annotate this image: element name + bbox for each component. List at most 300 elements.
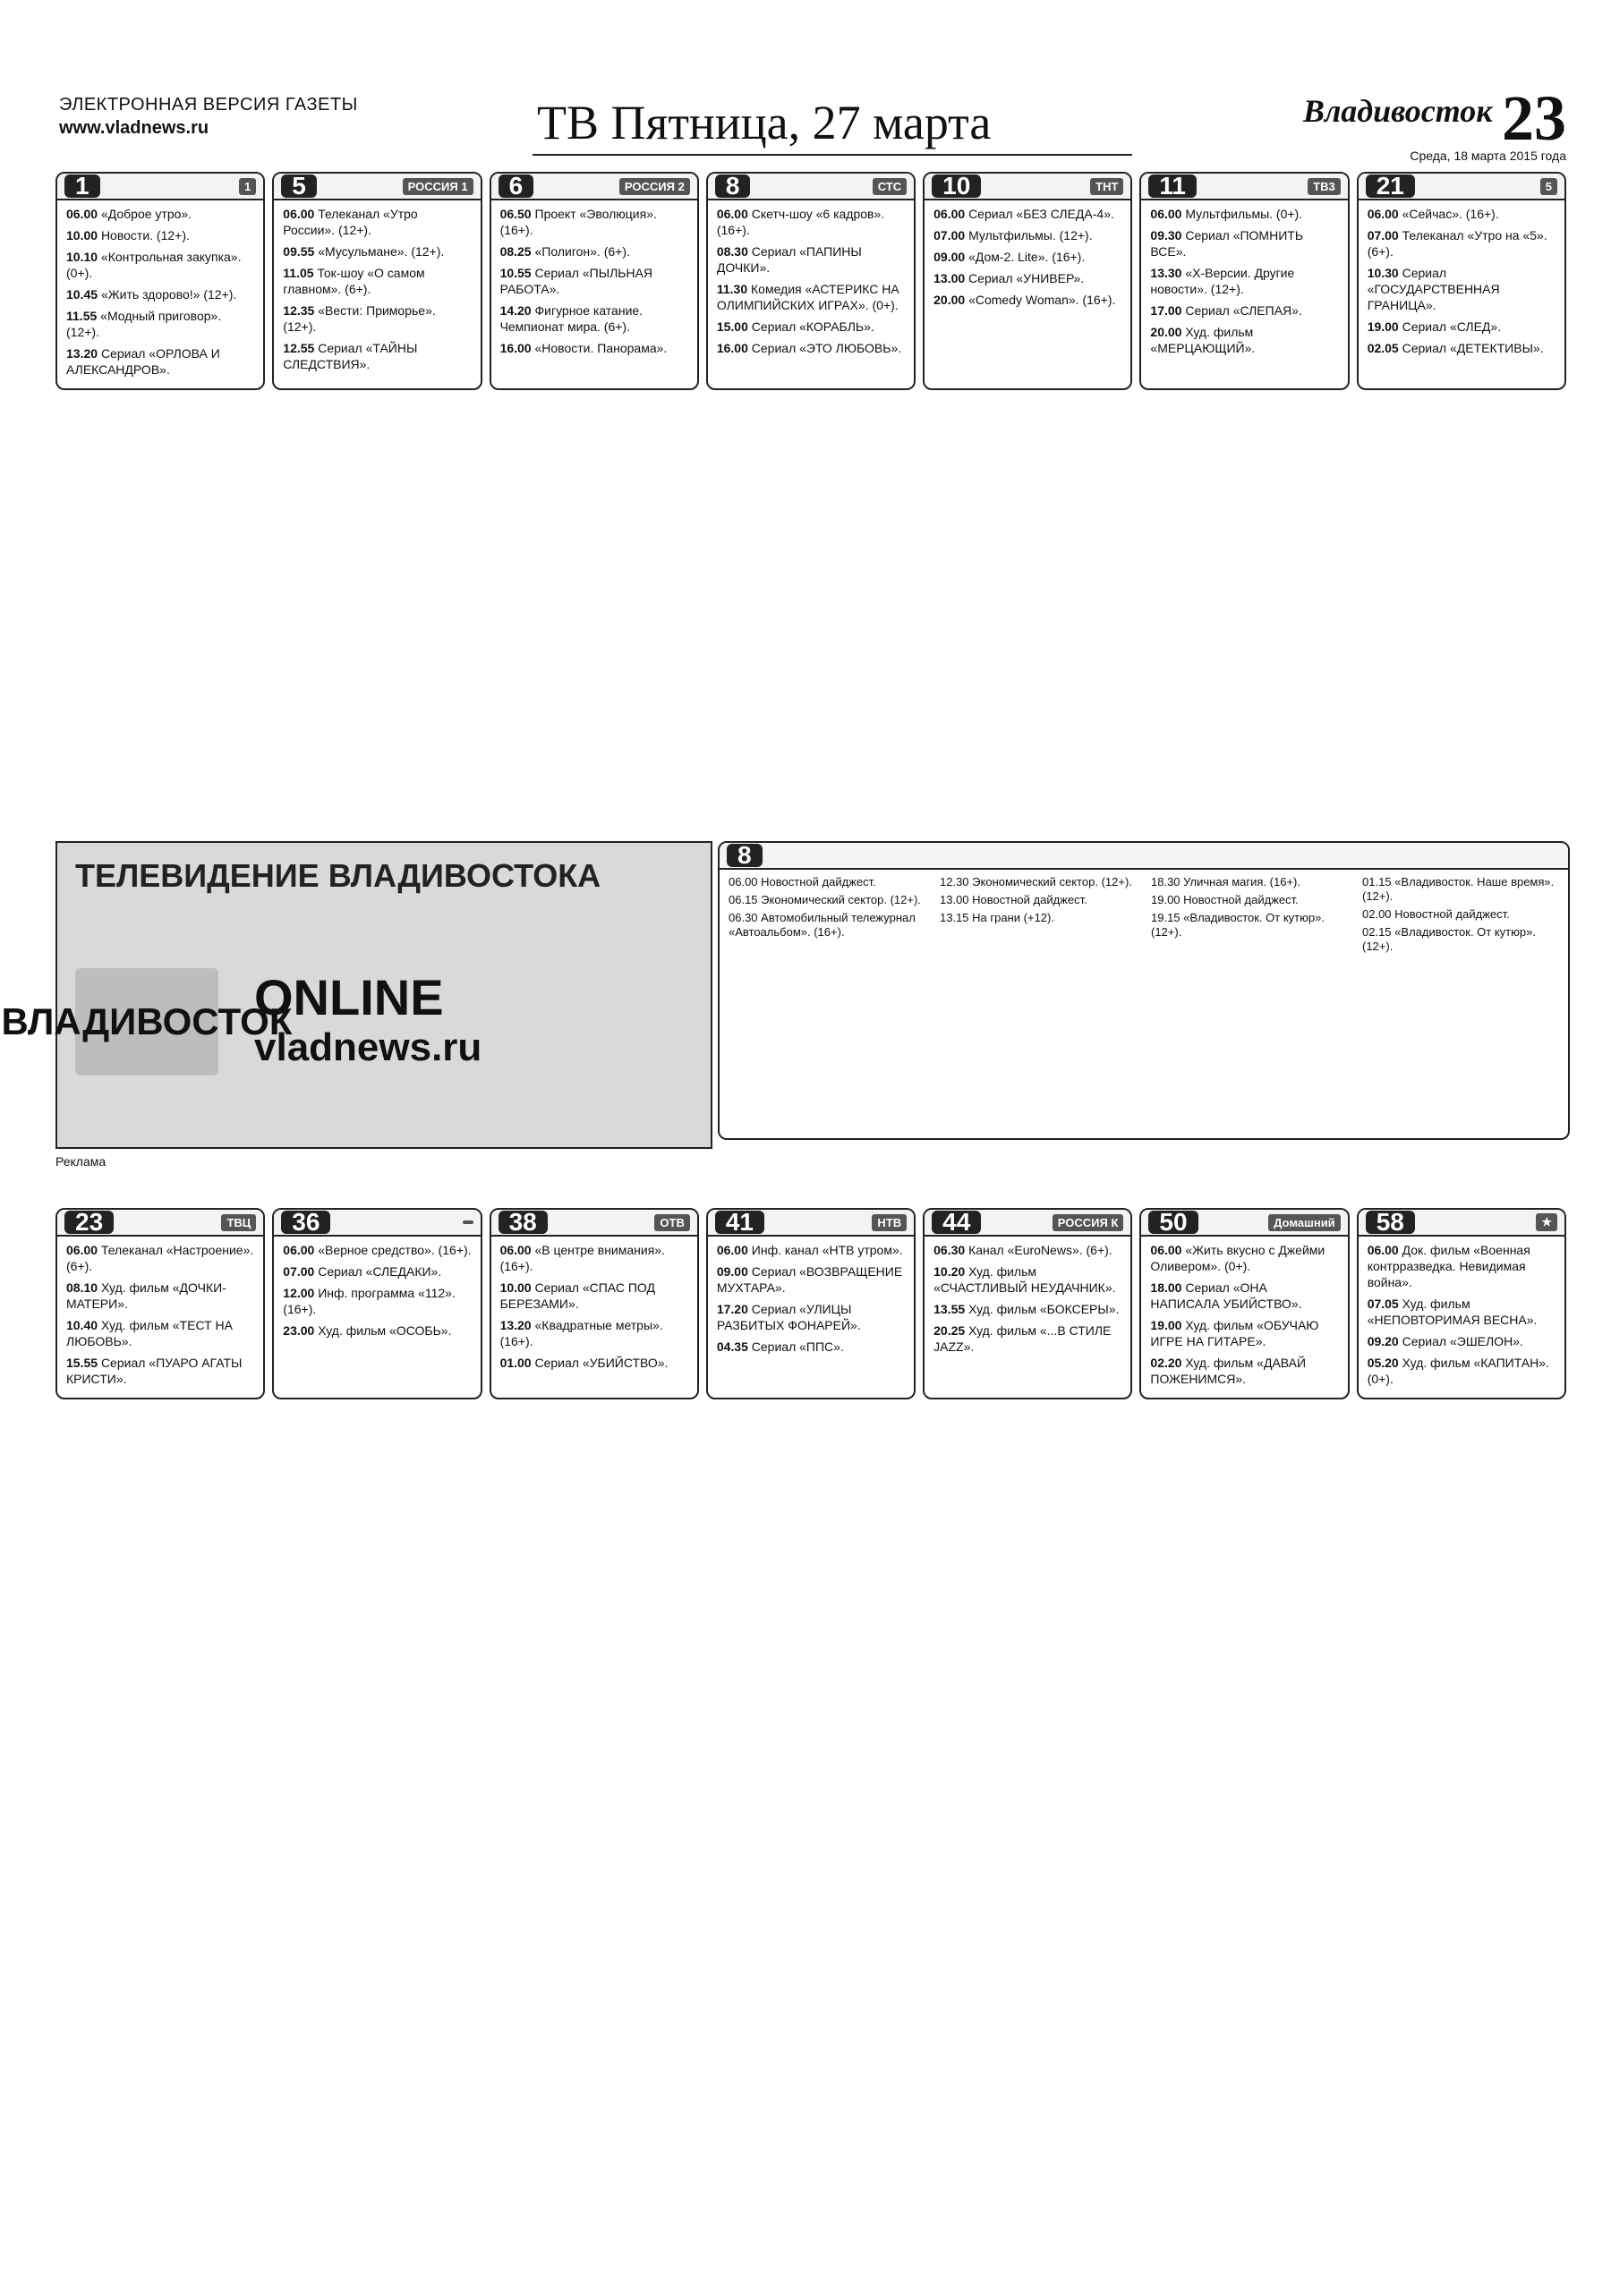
channel-column [1357, 1208, 1566, 1399]
program-title: «Владивосток. От кутюр». (12+). [1151, 911, 1325, 939]
program-title: Худ. фильм «ОСОБЬ». [318, 1323, 452, 1338]
program-time: 06.00 [716, 1243, 748, 1257]
program-list [491, 200, 697, 367]
program-title: Новостной дайджест. [1183, 893, 1299, 906]
vladivostok-col [1362, 875, 1559, 957]
electronic-version-label: ЭЛЕКТРОННАЯ ВЕРСИЯ ГАЗЕТЫ [59, 95, 358, 115]
page-title: ТВ Пятница, 27 марта [537, 96, 992, 149]
program-title: Экономический сектор. (12+). [972, 875, 1132, 889]
program-item [1150, 227, 1338, 259]
program-item [1368, 319, 1556, 335]
program-item [1150, 1317, 1338, 1349]
vladivostok-brand: ВЛАДИВОСТОК [1, 1000, 293, 1042]
channel-column [272, 1208, 482, 1399]
channel-column [923, 1208, 1132, 1399]
channel-column [1139, 172, 1349, 390]
program-item [933, 270, 1121, 286]
newspaper-brand: Владивосток [1302, 93, 1493, 130]
program-time: 09.00 [933, 250, 966, 264]
program-list [708, 1237, 914, 1365]
program-item [66, 1280, 254, 1312]
vladivostok-logo [1, 968, 293, 1076]
channel-number: 41 [715, 1211, 764, 1234]
program-title: Сериал «ДЕТЕКТИВЫ». [1402, 341, 1544, 355]
program-title: Сериал «ППС». [751, 1339, 844, 1354]
program-title: Худ. фильм «ДОЧКИ-МАТЕРИ». [66, 1280, 226, 1311]
channel-logo: СТС [873, 178, 907, 195]
program-title: Канал «EuroNews». (6+). [968, 1243, 1112, 1257]
program-time: 09.20 [1367, 1334, 1399, 1348]
program-time: 16.00 [716, 341, 748, 355]
program-title: Сериал «ПЫЛЬНАЯ РАБОТА». [499, 266, 653, 296]
banner-title: ТЕЛЕВИДЕНИЕ ВЛАДИВОСТОКА [75, 857, 601, 894]
program-time: 06.00 [283, 1243, 315, 1257]
channel-header [274, 1210, 480, 1237]
program-time: 10.40 [66, 1318, 98, 1332]
program-item [283, 206, 471, 238]
program-title: Скетч-шоу «6 кадров». (16+). [716, 207, 885, 237]
channel-logo: РОССИЯ К [1053, 1214, 1124, 1231]
program-title: Сериал «ПОМНИТЬ ВСЕ». [1150, 228, 1304, 259]
program-item [66, 1317, 254, 1349]
program-item [283, 340, 471, 372]
program-item [500, 1317, 688, 1349]
channel-header [925, 174, 1130, 200]
channel-column [55, 1208, 265, 1399]
program-item [283, 1242, 471, 1258]
program-time: 02.05 [1367, 341, 1399, 355]
vladivostok-program-box [718, 841, 1570, 1140]
program-time: 08.30 [716, 244, 748, 259]
program-item [1368, 1333, 1556, 1349]
channel-column [490, 1208, 699, 1399]
channel-number: 5 [281, 174, 317, 198]
program-title: Сериал «ЭШЕЛОН». [1402, 1334, 1523, 1348]
program-item [933, 227, 1121, 243]
program-item [500, 1280, 688, 1312]
banner-url[interactable]: vladnews.ru [254, 1025, 482, 1069]
program-title: Проект «Эволюция». (16+). [499, 207, 657, 237]
program-list [1141, 200, 1347, 367]
program-item [500, 1355, 688, 1371]
program-time: 06.50 [499, 207, 532, 221]
program-title: «Владивосток. Наше время». (12+). [1362, 875, 1555, 903]
program-time: 01.15 [1362, 875, 1392, 889]
program-time: 09.55 [283, 244, 315, 259]
program-time: 06.00 [283, 207, 315, 221]
website-link[interactable]: www.vladnews.ru [59, 118, 209, 138]
channel-logo: НТВ [872, 1214, 907, 1231]
program-list [57, 200, 263, 388]
program-time: 18.00 [1150, 1280, 1182, 1295]
program-item [729, 875, 925, 889]
program-item [933, 1301, 1121, 1317]
channel-logo: 1 [239, 178, 256, 195]
program-time: 08.25 [499, 244, 532, 259]
program-item [1368, 265, 1556, 313]
channel-logo [463, 1220, 473, 1224]
program-time: 07.00 [283, 1264, 315, 1279]
program-item [500, 1242, 688, 1274]
program-item [1150, 324, 1338, 356]
channel-header [708, 174, 914, 200]
program-item [717, 1339, 905, 1355]
program-title: Уличная магия. (16+). [1183, 875, 1300, 889]
program-item [717, 1263, 905, 1296]
program-title: «Жить здорово!» (12+). [100, 287, 237, 302]
program-time: 07.05 [1367, 1297, 1399, 1311]
program-item [933, 249, 1121, 265]
program-title: «Дом-2. Lite». (16+). [968, 250, 1086, 264]
program-item [729, 893, 925, 907]
program-title: «Верное средство». (16+). [318, 1243, 472, 1257]
program-item [1150, 1355, 1338, 1387]
program-title: Док. фильм «Военная контрразведка. Невидимая война». [1367, 1243, 1530, 1289]
channel-logo: Домашний [1268, 1214, 1341, 1231]
channel-number: 36 [281, 1211, 330, 1234]
program-item [933, 1242, 1121, 1258]
vladivostok-columns [720, 870, 1568, 963]
program-item [1362, 907, 1559, 922]
program-list [491, 1237, 697, 1382]
program-item [717, 1242, 905, 1258]
vladivostok-col [940, 875, 1137, 957]
vladivostok-tv-section [1, 841, 1566, 1181]
channel-logo: ТВЦ [221, 1214, 256, 1231]
channel-header [1141, 1210, 1347, 1237]
program-item [283, 1285, 471, 1317]
program-time: 04.35 [716, 1339, 748, 1354]
program-item [283, 265, 471, 297]
channel-logo: РОССИЯ 2 [619, 178, 690, 195]
program-time: 15.00 [716, 319, 748, 334]
program-title: Худ. фильм «ТЕСТ НА ЛЮБОВЬ». [66, 1318, 233, 1348]
program-title: «Мусульмане». (12+). [318, 244, 445, 259]
program-time: 05.20 [1367, 1356, 1399, 1370]
header-right [1302, 82, 1566, 163]
channel-header [1141, 174, 1347, 200]
program-title: Худ. фильм «БОКСЕРЫ». [968, 1302, 1120, 1316]
program-title: Сериал «ПАПИНЫ ДОЧКИ». [716, 244, 862, 275]
program-item [717, 243, 905, 276]
program-item [283, 302, 471, 335]
program-title: Худ. фильм «НЕПОВТОРИМАЯ ВЕСНА». [1367, 1297, 1538, 1327]
vladivostok-channel-header [720, 843, 1568, 870]
program-list [708, 200, 914, 367]
program-time: 06.00 [716, 207, 748, 221]
program-item [66, 1355, 254, 1387]
program-time: 10.00 [66, 228, 98, 242]
program-time: 10.55 [499, 266, 532, 280]
program-item [66, 206, 254, 222]
program-time: 14.20 [499, 303, 532, 318]
program-item [717, 281, 905, 313]
program-item [1362, 875, 1559, 904]
program-time: 20.00 [1150, 325, 1182, 339]
channel-number: 23 [64, 1211, 114, 1234]
program-item [1150, 1280, 1338, 1312]
channel-header [491, 1210, 697, 1237]
program-time: 02.20 [1150, 1356, 1182, 1370]
channel-number: 8 [715, 174, 751, 198]
program-time: 06.30 [729, 911, 758, 924]
program-title: Экономический сектор. (12+). [761, 893, 921, 906]
program-time: 06.00 [1367, 207, 1399, 221]
program-title: Мультфильмы. (12+). [968, 228, 1093, 242]
program-title: Телеканал «Настроение». (6+). [66, 1243, 254, 1273]
vladivostok-col [729, 875, 925, 957]
program-title: Новости. (12+). [100, 228, 190, 242]
banner-online: ONLINE [254, 969, 444, 1025]
program-time: 13.55 [933, 1302, 966, 1316]
channel-number: 38 [499, 1211, 548, 1234]
program-time: 08.10 [66, 1280, 98, 1295]
program-item [729, 911, 925, 940]
program-time: 10.10 [66, 250, 98, 264]
program-time: 17.00 [1150, 303, 1182, 318]
page-number: 23 [1502, 82, 1566, 154]
channel-header [1359, 174, 1564, 200]
program-item [717, 340, 905, 356]
program-title: «Квадратные метры». (16+). [499, 1318, 663, 1348]
program-item [1368, 340, 1556, 356]
program-time: 13.00 [940, 893, 969, 906]
program-title: Сериал «УНИВЕР». [968, 271, 1085, 285]
channel-number: 8 [727, 844, 763, 867]
program-item [1368, 1242, 1556, 1290]
program-time: 10.20 [933, 1264, 966, 1279]
program-time: 23.00 [283, 1323, 315, 1338]
program-list [57, 1237, 263, 1398]
channel-number: 50 [1148, 1211, 1198, 1234]
channel-number: 21 [1366, 174, 1415, 198]
program-time: 12.55 [283, 341, 315, 355]
program-time: 07.00 [933, 228, 966, 242]
program-list [925, 1237, 1130, 1365]
channel-header [274, 174, 480, 200]
issue-date: Среда, 18 марта 2015 года [1410, 149, 1566, 163]
program-item [66, 345, 254, 378]
program-title: Сериал «СЛЕД». [1402, 319, 1502, 334]
channel-number: 10 [932, 174, 981, 198]
program-title: Сериал «КОРАБЛЬ». [751, 319, 874, 334]
program-item [940, 893, 1137, 907]
program-title: «Полигон». (6+). [534, 244, 630, 259]
program-title: Сериал «СЛЕДАКИ». [318, 1264, 442, 1279]
channel-column [1357, 172, 1566, 390]
program-item [66, 308, 254, 340]
program-item [717, 1301, 905, 1333]
channel-number: 6 [499, 174, 534, 198]
program-item [940, 911, 1137, 925]
program-time: 20.25 [933, 1323, 966, 1338]
channel-logo: ★ [1536, 1213, 1557, 1231]
program-time: 10.30 [1367, 266, 1399, 280]
program-time: 06.15 [729, 893, 758, 906]
program-title: Фигурное катание. Чемпионат мира. (6+). [499, 303, 644, 334]
program-time: 12.00 [283, 1286, 315, 1300]
program-time: 06.00 [1150, 1243, 1182, 1257]
program-title: «Доброе утро». [100, 207, 192, 221]
program-title: Сериал «УЛИЦЫ РАЗБИТЫХ ФОНАРЕЙ». [716, 1302, 861, 1332]
program-time: 11.55 [66, 309, 98, 323]
program-title: Сериал «СПАС ПОД БЕРЕЗАМИ». [499, 1280, 655, 1311]
program-title: Комедия «АСТЕРИКС НА ОЛИМПИЙСКИХ ИГРАХ». (0+). [716, 282, 899, 312]
channel-number: 11 [1148, 174, 1197, 198]
channel-number: 58 [1366, 1211, 1415, 1234]
program-list [274, 1237, 480, 1349]
channel-header [57, 174, 263, 200]
channel-header [491, 174, 697, 200]
program-title: «Х-Версии. Другие новости». (12+). [1150, 266, 1295, 296]
program-item [500, 302, 688, 335]
program-time: 13.00 [933, 271, 966, 285]
program-time: 02.15 [1362, 925, 1392, 939]
channel-header [1359, 1210, 1564, 1237]
program-item [66, 249, 254, 281]
program-item [500, 206, 688, 238]
program-title: Телеканал «Утро на «5». (6+). [1367, 228, 1547, 259]
program-title: Худ. фильм «ДАВАЙ ПОЖЕНИМСЯ». [1150, 1356, 1307, 1386]
program-title: Сериал «ЭТО ЛЮБОВЬ». [751, 341, 902, 355]
program-time: 06.00 [729, 875, 758, 889]
channel-number: 1 [64, 174, 100, 198]
ad-label: Реклама [55, 1154, 107, 1169]
program-item [1150, 302, 1338, 319]
program-item [1362, 925, 1559, 954]
program-time: 06.00 [1150, 207, 1182, 221]
program-time: 07.00 [1367, 228, 1399, 242]
channel-logo: 5 [1540, 178, 1557, 195]
program-time: 06.00 [499, 1243, 532, 1257]
program-time: 19.15 [1151, 911, 1181, 924]
program-title: Сериал «ВОЗВРАЩЕНИЕ МУХТАРА». [716, 1264, 903, 1295]
channel-header [57, 1210, 263, 1237]
program-item [940, 875, 1137, 889]
program-item [1368, 1355, 1556, 1387]
program-item [66, 1242, 254, 1274]
program-title: На грани (+12). [972, 911, 1054, 924]
program-title: «Владивосток. От кутюр». (12+). [1362, 925, 1536, 953]
program-item [500, 340, 688, 356]
program-item [283, 243, 471, 259]
program-item [66, 286, 254, 302]
program-item [500, 243, 688, 259]
program-time: 13.20 [66, 346, 98, 361]
program-time: 13.15 [940, 911, 969, 924]
program-title: Инф. канал «НТВ утром». [751, 1243, 903, 1257]
channel-column [55, 172, 265, 390]
program-title: «Comedy Woman». (16+). [968, 293, 1116, 307]
program-time: 13.20 [499, 1318, 532, 1332]
program-title: Сериал «ОНА НАПИСАЛА УБИЙСТВО». [1150, 1280, 1302, 1311]
program-item [66, 227, 254, 243]
program-title: Мультфильмы. (0+). [1185, 207, 1303, 221]
channel-column [706, 1208, 916, 1399]
program-time: 11.30 [716, 282, 748, 296]
program-time: 19.00 [1367, 319, 1399, 334]
program-title: Худ. фильм «...В СТИЛЕ JAZZ». [933, 1323, 1112, 1354]
program-time: 06.00 [933, 207, 966, 221]
program-title: «Модный приговор». (12+). [66, 309, 222, 339]
channel-header [925, 1210, 1130, 1237]
channel-logo: ТВ3 [1308, 178, 1341, 195]
page-header [54, 82, 1566, 163]
vladivostok-banner[interactable] [1, 841, 712, 1149]
program-title: «Вести: Приморье». (12+). [283, 303, 436, 334]
program-list [925, 200, 1130, 319]
program-time: 06.00 [1367, 1243, 1399, 1257]
program-title: Сериал «УБИЙСТВО». [534, 1356, 669, 1370]
program-time: 19.00 [1151, 893, 1181, 906]
program-item [1368, 1296, 1556, 1328]
program-time: 11.05 [283, 266, 314, 280]
program-time: 09.00 [716, 1264, 748, 1279]
program-list [274, 200, 480, 383]
program-time: 13.30 [1150, 266, 1182, 280]
program-item [717, 319, 905, 335]
program-item [1150, 206, 1338, 222]
program-title: Ток-шоу «О самом главном». (6+). [283, 266, 425, 296]
program-list [1141, 1237, 1347, 1398]
title-rule [533, 154, 1132, 156]
program-time: 06.00 [66, 1243, 98, 1257]
program-time: 15.55 [66, 1356, 98, 1370]
program-list [1359, 1237, 1564, 1398]
program-time: 16.00 [499, 341, 532, 355]
program-title: Телеканал «Утро России». (12+). [283, 207, 418, 237]
program-item [933, 1322, 1121, 1355]
channel-header [708, 1210, 914, 1237]
program-time: 12.35 [283, 303, 315, 318]
program-time: 10.00 [499, 1280, 532, 1295]
channel-logo: ОТВ [654, 1214, 689, 1231]
channel-logo: РОССИЯ 1 [403, 178, 473, 195]
channel-number: 44 [932, 1211, 981, 1234]
channels-top-row [55, 172, 1566, 390]
program-title: «Сейчас». (16+). [1402, 207, 1499, 221]
program-title: Сериал «ТАЙНЫ СЛЕДСТВИЯ». [283, 341, 418, 371]
program-title: «Контрольная закупка». (0+). [66, 250, 242, 280]
program-title: Худ. фильм «МЕРЦАЮЩИЙ». [1150, 325, 1256, 355]
program-title: «Новости. Панорама». [534, 341, 668, 355]
program-title: Худ. фильм «ОБУЧАЮ ИГРЕ НА ГИТАРЕ». [1150, 1318, 1319, 1348]
program-item [1151, 911, 1348, 940]
program-time: 02.00 [1362, 907, 1392, 921]
channel-column [1139, 1208, 1349, 1399]
program-title: Новостной дайджест. [972, 893, 1087, 906]
program-time: 09.30 [1150, 228, 1182, 242]
program-title: Сериал «ОРЛОВА И АЛЕКСАНДРОВ». [66, 346, 220, 377]
channel-column [706, 172, 916, 390]
program-item [283, 1322, 471, 1339]
program-time: 17.20 [716, 1302, 748, 1316]
program-time: 12.30 [940, 875, 969, 889]
program-title: Сериал «ГОСУДАРСТВЕННАЯ ГРАНИЦА». [1367, 266, 1500, 312]
program-title: Сериал «ПУАРО АГАТЫ КРИСТИ». [66, 1356, 243, 1386]
program-time: 01.00 [499, 1356, 532, 1370]
channel-logo: ТНТ [1090, 178, 1123, 195]
program-title: Сериал «СЛЕПАЯ». [1185, 303, 1302, 318]
program-item [1368, 206, 1556, 222]
program-title: «В центре внимания». (16+). [499, 1243, 665, 1273]
program-title: Инф. программа «112». (16+). [283, 1286, 456, 1316]
program-time: 19.00 [1150, 1318, 1182, 1332]
program-title: Новостной дайджест. [1394, 907, 1510, 921]
program-item [933, 206, 1121, 222]
program-title: Худ. фильм «СЧАСТЛИВЫЙ НЕУДАЧНИК». [933, 1264, 1116, 1295]
program-item [933, 1263, 1121, 1296]
